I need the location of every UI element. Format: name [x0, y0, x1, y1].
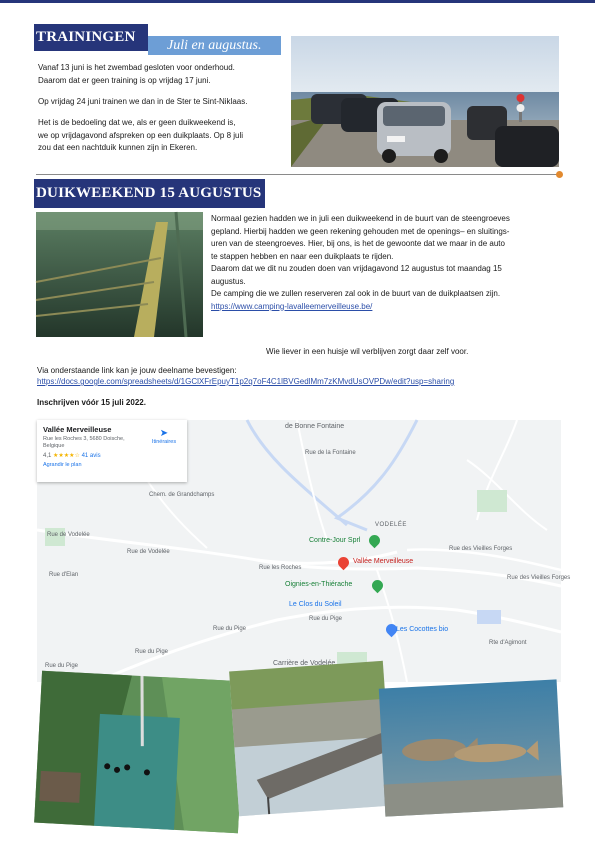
enlarge-map-link[interactable]: Agrandir le plan: [43, 462, 82, 468]
divider-dot: [556, 171, 563, 178]
map-label: Rue des Vieilles Forges: [449, 546, 513, 552]
training-paragraph-3: [38, 117, 243, 155]
map-label: Rue de Vodelée: [127, 549, 170, 555]
quarry-divers-illustration: [34, 671, 246, 833]
map-label: Rue du Pige: [135, 649, 169, 655]
map-label: Carrière de Vodelée: [273, 660, 336, 667]
text-line: Het is de bedoeling dat we, als er geen duikweekend is,: [38, 118, 236, 127]
text-line: Op vrijdag 24 juni trainen we dan in de Ster te Sint-Niklaas.: [38, 97, 248, 106]
via-text: Via onderstaande link kan je jouw deelname bevestigen:: [37, 366, 237, 375]
address-line: Belgique: [43, 443, 65, 449]
text-line: De camping die we zullen reserveren zal ook in de buurt van de duikplaatsen zijn.: [211, 289, 501, 298]
map-label: Rue des Vieilles Forges: [507, 575, 571, 581]
place-rating: [43, 452, 181, 459]
text-line: zou dat een nachtduik kunnen zijn in Ekeren.: [38, 143, 198, 152]
trout-photo: [379, 679, 563, 816]
training-subtitle: Juli en augustus.: [148, 36, 281, 55]
huisje-note: Wie liever in een huisje wil verblijven zorgt daar zelf voor.: [266, 347, 469, 356]
top-rule: [0, 0, 595, 3]
map-label: Rue du Pige: [309, 616, 343, 622]
map-label: Rue les Roches: [259, 565, 302, 571]
text-line: Vanaf 13 juni is het zwembad gesloten voor onderhoud.: [38, 63, 235, 72]
map-label: Chem. de Grandchamps: [149, 492, 215, 498]
trout-illustration: [379, 679, 563, 816]
spreadsheet-link[interactable]: https://docs.google.com/spreadsheets/d/1GClXFrEpuyT1p2q7oF4C1lBVGedlMm7zKMvdUsOVPDw/edit?usp=sharing: [37, 377, 455, 386]
text-line: gepland. Hierbij hadden we geen rekening gehouden met de openings– en sluitings-: [211, 226, 510, 236]
directions-label: Itinéraires: [151, 439, 177, 445]
star-icons: ★★★★☆: [53, 453, 80, 459]
text-line: we op vrijdagavond afspreken op een duikplaats. Op 8 juli: [38, 130, 244, 140]
section-divider: [36, 174, 560, 175]
map-label[interactable]: Les Cocottes bio: [396, 626, 449, 633]
text-line: augustus.: [211, 276, 246, 286]
parking-photo: [291, 36, 559, 167]
text-line: Daarom dat er geen training is op vrijdag 17 juni.: [38, 75, 211, 85]
training-paragraph-2: [38, 96, 247, 109]
quarry-divers-photo: [34, 671, 246, 833]
directions-button[interactable]: [150, 428, 178, 445]
training-title: TRAININGEN: [34, 24, 148, 51]
underwater-photo: [36, 212, 203, 337]
place-name: Vallée Merveilleuse: [43, 425, 112, 434]
deadline-text: Inschrijven vóór 15 juli 2022.: [37, 398, 146, 407]
camping-link[interactable]: https://www.camping-lavalleemerveilleuse.be/: [211, 301, 373, 311]
place-card[interactable]: [37, 420, 187, 482]
rating-value: 4,1: [43, 453, 52, 459]
reviews-link[interactable]: 41 avis: [81, 453, 101, 459]
duikweekend-title: DUIKWEEKEND 15 AUGUSTUS: [34, 179, 265, 208]
map-label[interactable]: Vallée Merveilleuse: [353, 558, 414, 565]
map-label: VODELÉE: [375, 522, 407, 528]
map-label: Rte d'Agimont: [489, 640, 527, 646]
directions-icon: ➤: [159, 428, 169, 439]
map-label[interactable]: Oignies-en-Thiérache: [285, 581, 353, 588]
map-label[interactable]: Contre-Jour Sprl: [309, 537, 361, 544]
map-label: Rue d'Elan: [49, 572, 79, 578]
text-line: uren van de steengroeves. Hier, bij ons, is het de gewoonte dat we maar in de auto: [211, 239, 505, 248]
map-label[interactable]: Le Clos du Soleil: [289, 601, 342, 608]
underwater-illustration: [36, 212, 203, 337]
text-line: Normaal gezien hadden we in juli een duikweekend in de buurt van de steengroeves: [211, 214, 510, 223]
quarry-platform-illustration: [229, 661, 393, 816]
duikweekend-paragraph: [211, 213, 510, 313]
map-label: Rue du Pige: [45, 663, 79, 669]
parking-illustration: [291, 36, 559, 167]
text-line: te stappen hebben en naar een duikplaats te rijden.: [211, 251, 394, 261]
map-label: Rue du Pige: [213, 626, 247, 632]
map-label: Rue de Vodelée: [47, 532, 90, 538]
map-label: Rue de la Fontaine: [305, 450, 356, 456]
quarry-platform-photo: [229, 661, 393, 816]
location-map[interactable]: [37, 420, 571, 682]
map-label: de Bonne Fontaine: [285, 423, 345, 430]
address-line: Rue les Roches 3, 5680 Doische,: [43, 436, 125, 442]
training-paragraph-1: [38, 62, 235, 87]
text-line: Daarom dat we dit nu zouden doen van vrijdagavond 12 augustus tot maandag 15: [211, 264, 502, 273]
